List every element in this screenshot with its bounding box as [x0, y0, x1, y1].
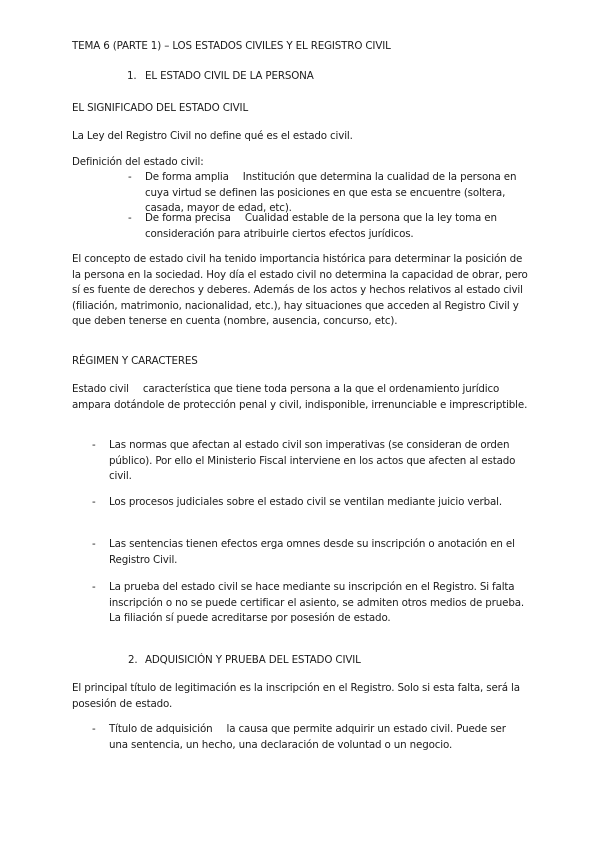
paragraph-ley-registro: La Ley del Registro Civil no define qué es el estado civil.	[72, 130, 353, 142]
paragraph-titulo-legitimacion: El principal título de legitimación es la inscripción en el Registro. Solo si esta falta, será la posesión de estado.	[72, 682, 520, 710]
list-item-text	[145, 211, 523, 242]
list-bullet: -	[128, 171, 132, 183]
subheading-regimen: RÉGIMEN Y CARACTERES	[72, 355, 198, 367]
list-bullet: -	[128, 212, 132, 224]
list-item-text: Los procesos judiciales sobre el estado civil se ventilan mediante juicio verbal.	[109, 496, 503, 508]
term: Título de adquisición	[109, 723, 213, 735]
section-1-heading: EL ESTADO CIVIL DE LA PERSONA	[145, 70, 314, 82]
list-item-text: Las normas que afectan al estado civil son imperativas (se consideran de orden público). Por ello el Ministerio Fiscal interviene en los actos que afecten al estado civil.	[109, 439, 516, 482]
list-bullet: -	[92, 581, 96, 593]
definition: Institución que determina la cualidad de la persona en cuya virtud se definen las posiciones en que esta se encuentre (soltera, casada, mayor de edad, etc).	[145, 171, 517, 214]
list-bullet: -	[92, 496, 96, 508]
list-item-text: La prueba del estado civil se hace mediante su inscripción en el Registro. Si falta inscripción o no se puede certificar el asiento, se admiten otros medios de prueba. La filiación sí puede acreditarse por posesión de estado.	[109, 581, 524, 624]
definition: la causa que permite adquirir un estado civil. Puede ser una sentencia, un hecho, una declaración de voluntad o un negocio.	[109, 723, 506, 751]
definition-intro: Definición del estado civil:	[72, 156, 204, 168]
section-2-heading: ADQUISICIÓN Y PRUEBA DEL ESTADO CIVIL	[145, 654, 361, 666]
document-title: TEMA 6 (PARTE 1) – LOS ESTADOS CIVILES Y EL REGISTRO CIVIL	[72, 40, 391, 52]
section-2-number: 2.	[128, 654, 138, 666]
term: De forma precisa	[145, 212, 231, 224]
section-1-number: 1.	[127, 70, 137, 82]
definition: característica que tiene toda persona a la que el ordenamiento jurídico ampara dotándole de protección penal y civil, indisponible, irrenunciable e imprescriptible.	[72, 383, 528, 411]
list-item-text	[145, 170, 523, 217]
definition: Cualidad estable de la persona que la ley toma en consideración para atribuirle ciertos efectos jurídicos.	[145, 212, 497, 240]
list-bullet: -	[92, 538, 96, 550]
subheading-significado: EL SIGNIFICADO DEL ESTADO CIVIL	[72, 102, 249, 114]
paragraph-estado-civil	[72, 382, 532, 413]
list-item-text: Las sentencias tienen efectos erga omnes desde su inscripción o anotación en el Registro Civil.	[109, 538, 515, 566]
list-bullet: -	[92, 439, 96, 451]
term: De forma amplia	[145, 171, 229, 183]
paragraph-concepto: El concepto de estado civil ha tenido importancia histórica para determinar la posición de la persona en la sociedad. Hoy día el estado civil no determina la capacidad de obrar, pero sí es fuente de derechos y deberes. Además de los actos y hechos relativos al estado civil (filiación, matrimonio, nacionalidad, etc.), hay situaciones que acceden al Registro Civil y que deben tenerse en cuenta (nombre, ausencia, concurso, etc).	[72, 253, 528, 327]
list-bullet: -	[92, 723, 96, 735]
list-item-text	[109, 722, 524, 753]
term: Estado civil	[72, 383, 129, 395]
